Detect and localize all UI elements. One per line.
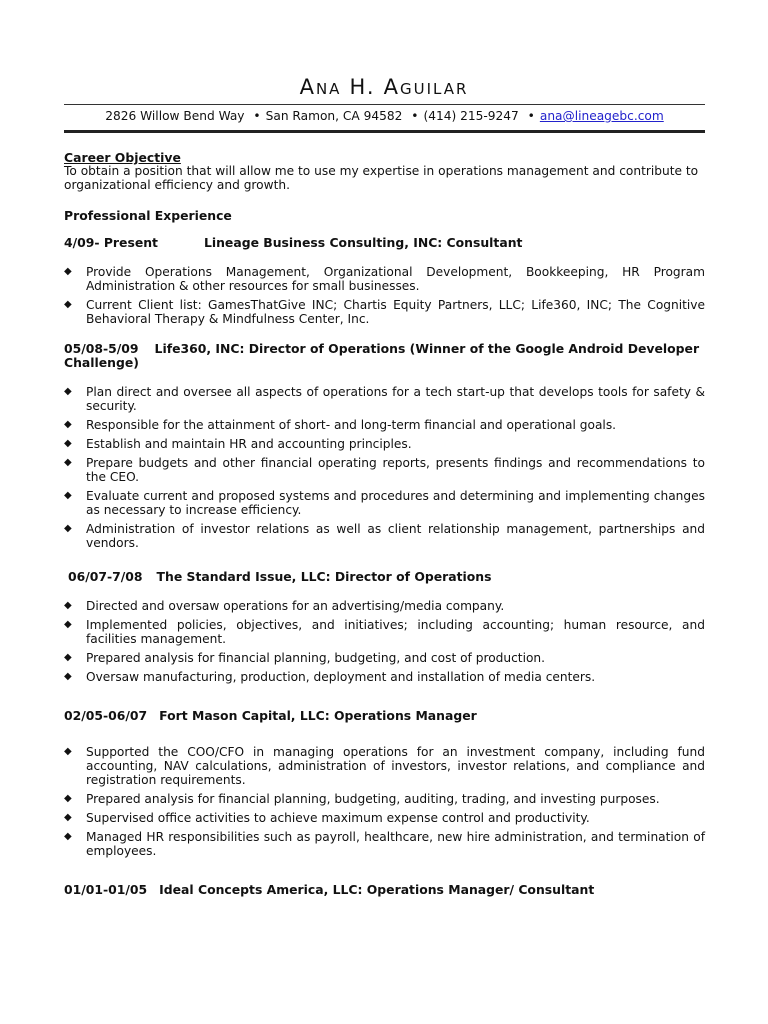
list-item: ◆ Current Client list: GamesThatGive INC; Chartis Equity Partners, LLC; Life360, INC; The Cognitive Behavioral Therapy & Mindfulness Center, Inc. [64, 298, 705, 326]
job-bullets [64, 265, 705, 326]
list-item: ◆ Supervised office activities to achieve maximum expense control and productivity. [64, 811, 590, 825]
bullet-diamond-icon: ◆ [64, 600, 72, 611]
job-heading [68, 570, 709, 584]
candidate-name [0, 75, 768, 99]
header-rule-thin [64, 104, 705, 105]
list-item: ◆ Plan direct and oversee all aspects of operations for a tech start-up that develops tools for safety & security. [64, 385, 705, 413]
name-middle: H. [349, 75, 376, 99]
bullet-diamond-icon: ◆ [64, 419, 72, 430]
bullet-diamond-icon: ◆ [64, 812, 72, 823]
bullet-diamond-icon: ◆ [64, 746, 72, 757]
experience-heading: Professional Experience [64, 208, 232, 223]
contact-separator: • [527, 109, 535, 123]
list-item: ◆ Oversaw manufacturing, production, deployment and installation of media centers. [64, 670, 596, 684]
list-item: ◆ Administration of investor relations as well as client relationship management, partnerships and vendors. [64, 522, 705, 550]
job-dates: 02/05-06/07 [64, 708, 148, 723]
contact-email-link[interactable]: ana@lineagebc.com [539, 109, 664, 123]
job-dates: 06/07-7/08 [68, 569, 143, 584]
job-title: The Standard Issue, LLC: Director of Operations [156, 569, 492, 584]
career-objective-heading: Career Objective [64, 150, 181, 165]
job-title: Fort Mason Capital, LLC: Operations Manager [159, 708, 477, 723]
career-objective-text: To obtain a position that will allow me to use my expertise in operations management and contribute to organizational efficiency and growth. [64, 164, 699, 192]
bullet-diamond-icon: ◆ [64, 299, 72, 310]
name-first: ANA [299, 75, 342, 99]
list-item: ◆ Supported the COO/CFO in managing operations for an investment company, including fund accounting, NAV calculations, administration of investors, investor relations, and compliance and registration requirements. [64, 745, 705, 787]
job-heading [64, 342, 705, 370]
bullet-diamond-icon: ◆ [64, 490, 72, 501]
bullet-diamond-icon: ◆ [64, 793, 72, 804]
contact-separator: • [253, 109, 261, 123]
list-item: ◆ Prepare budgets and other financial operating reports, presents findings and recommendations to the CEO. [64, 456, 705, 484]
job-heading [64, 236, 705, 250]
job-heading [64, 709, 705, 723]
bullet-diamond-icon: ◆ [64, 619, 72, 630]
bullet-diamond-icon: ◆ [64, 457, 72, 468]
contact-phone: (414) 215-9247 [423, 109, 519, 123]
list-item: ◆ Implemented policies, objectives, and initiatives; including accounting; human resource, and facilities management. [64, 618, 705, 646]
job-bullets [64, 599, 705, 684]
bullet-diamond-icon: ◆ [64, 652, 72, 663]
list-item: ◆ Prepared analysis for financial planning, budgeting, auditing, trading, and investing purposes. [64, 792, 660, 806]
contact-separator: • [411, 109, 419, 123]
header-rule-thick [64, 130, 705, 133]
contact-address: 2826 Willow Bend Way [105, 109, 245, 123]
list-item: ◆ Evaluate current and proposed systems and procedures and determining and implementing changes as necessary to increase efficiency. [64, 489, 705, 517]
job-title: Lineage Business Consulting, INC: Consultant [203, 235, 523, 250]
bullet-diamond-icon: ◆ [64, 266, 72, 277]
contact-city: San Ramon, CA 94582 [265, 109, 403, 123]
bullet-diamond-icon: ◆ [64, 671, 72, 682]
job-title: Ideal Concepts America, LLC: Operations Manager/ Consultant [159, 882, 595, 897]
job-title: Life360, INC: Director of Operations (Winner of the Google Android Developer Challenge) [64, 341, 700, 370]
bullet-diamond-icon: ◆ [64, 386, 72, 397]
job-dates: 4/09- Present [64, 235, 158, 250]
list-item: ◆ Prepared analysis for financial planning, budgeting, and cost of production. [64, 651, 546, 665]
job-dates: 01/01-01/05 [64, 882, 148, 897]
bullet-diamond-icon: ◆ [64, 831, 72, 842]
bullet-diamond-icon: ◆ [64, 438, 72, 449]
list-item: ◆ Provide Operations Management, Organizational Development, Bookkeeping, HR Program Administration & other resources for small businesses. [64, 265, 705, 293]
list-item: ◆ Directed and oversaw operations for an advertising/media company. [64, 599, 505, 613]
name-last: AGUILAR [383, 75, 469, 99]
list-item: ◆ Responsible for the attainment of short- and long-term financial and operational goals. [64, 418, 617, 432]
job-bullets [64, 745, 705, 858]
bullet-diamond-icon: ◆ [64, 523, 72, 534]
list-item: ◆ Managed HR responsibilities such as payroll, healthcare, new hire administration, and termination of employees. [64, 830, 705, 858]
job-heading [64, 883, 705, 897]
job-dates: 05/08-5/09 [64, 341, 139, 356]
contact-line [64, 109, 705, 123]
job-bullets [64, 385, 705, 550]
list-item: ◆ Establish and maintain HR and accounting principles. [64, 437, 412, 451]
